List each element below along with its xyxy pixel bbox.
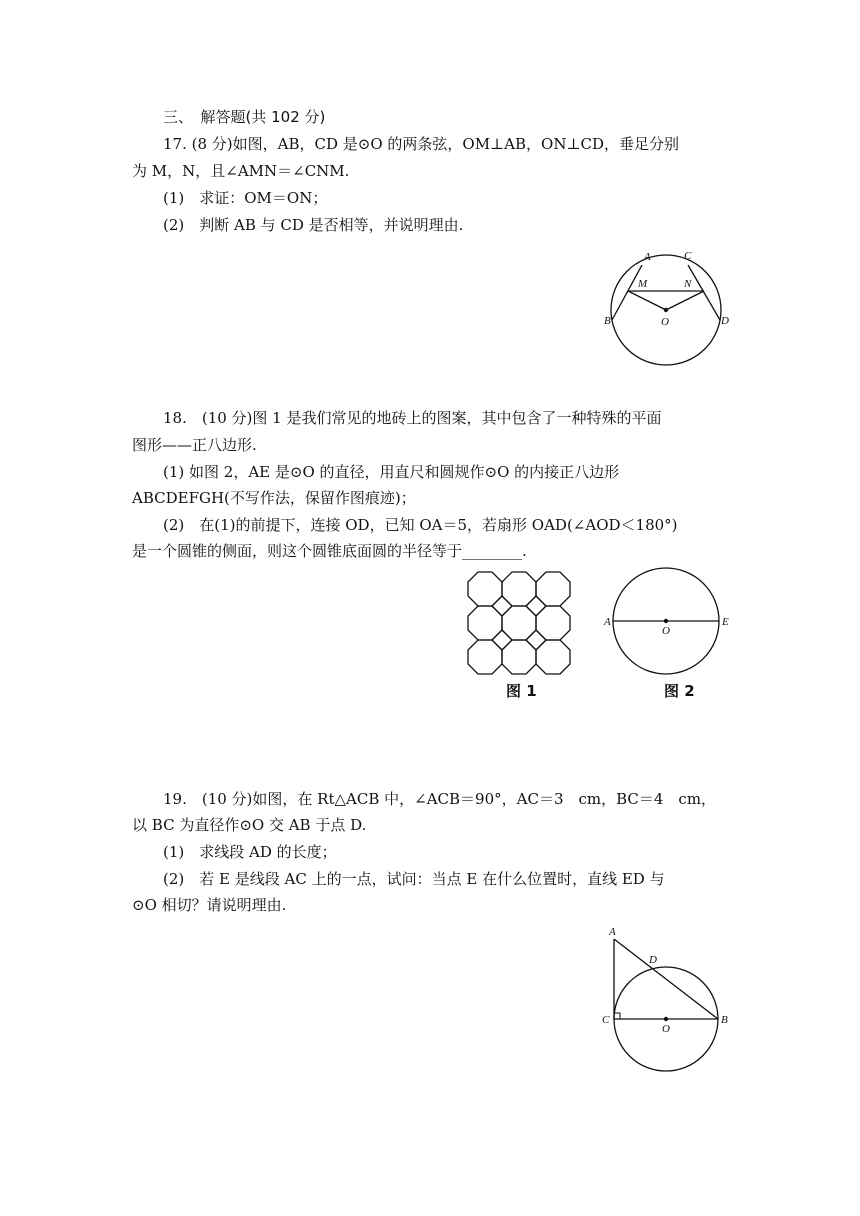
q18-part2-a: (2) 在(1)的前提下，连接 OD，已知 OA＝5，若扇形 OAD(∠AOD＜180°) [163,516,678,534]
label-a: A [644,251,651,263]
q19-line1: 19. (10 分)如图，在 Rt△ACB 中，∠ACB＝90°，AC＝3 cm，BC＝4 cm， [163,790,717,808]
square-tile [526,596,546,616]
fig2-caption: 图 2 [664,682,695,700]
segment-ab [614,939,718,1019]
label-a: A [609,926,616,938]
q19-part2-b: ⊙O 相切？请说明理由. [132,896,287,914]
q18-line1: 18. (10 分)图 1 是我们常见的地砖上的图案，其中包含了一种特殊的平面 [163,409,662,427]
label-o: O [661,316,669,328]
q18-part1-a: (1) 如图 2，AE 是⊙O 的直径，用直尺和圆规作⊙O 的内接正八边形 [163,463,620,481]
label-c: C [602,1014,610,1026]
center-o-dot [664,308,668,312]
label-b: B [604,315,611,327]
label-a: A [604,616,611,628]
label-m: M [638,278,648,290]
label-o: O [662,1023,670,1035]
q18-line2: 图形——正八边形. [132,436,257,454]
q18-part2-b: 是一个圆锥的侧面，则这个圆锥底面圆的半径等于________. [132,542,527,560]
q19-part1: (1) 求线段 AD 的长度； [163,843,337,861]
q18-figure2 [598,565,738,680]
label-c: C [684,250,692,262]
fig1-caption: 图 1 [506,682,537,700]
label-n: N [684,278,692,290]
label-d: D [649,954,657,966]
q17-part2: (2) 判断 AB 与 CD 是否相等，并说明理由. [163,216,464,234]
label-e: E [722,616,729,628]
chord-ab [612,265,642,320]
square-tile [492,596,512,616]
q17-part1: (1) 求证：OM＝ON； [163,189,328,207]
q17-line2: 为 M，N，且∠AMN＝∠CNM. [132,162,350,180]
q17-line1: 17. (8 分)如图，AB，CD 是⊙O 的两条弦，OM⊥AB，ON⊥CD，垂足分别 [163,135,680,153]
label-d: D [721,315,729,327]
q17-figure [600,246,730,366]
center-o-dot [664,619,668,623]
q19-line2: 以 BC 为直径作⊙O 交 AB 于点 D. [132,816,367,834]
square-tile [492,630,512,650]
label-o: O [662,625,670,637]
section-title: 三、 解答题(共 102 分) [163,108,326,126]
tile-pattern-figure [467,571,573,673]
q19-figure [598,922,738,1072]
segment-on [666,291,704,310]
chord-cd [688,265,720,320]
q18-part1-b: ABCDEFGH(不写作法，保留作图痕迹)； [132,489,416,507]
center-o-dot [664,1017,668,1021]
segment-om [628,291,666,310]
q19-part2-a: (2) 若 E 是线段 AC 上的一点，试问：当点 E 在什么位置时，直线 ED 与 [163,870,665,888]
label-b: B [721,1014,728,1026]
square-tile [526,630,546,650]
